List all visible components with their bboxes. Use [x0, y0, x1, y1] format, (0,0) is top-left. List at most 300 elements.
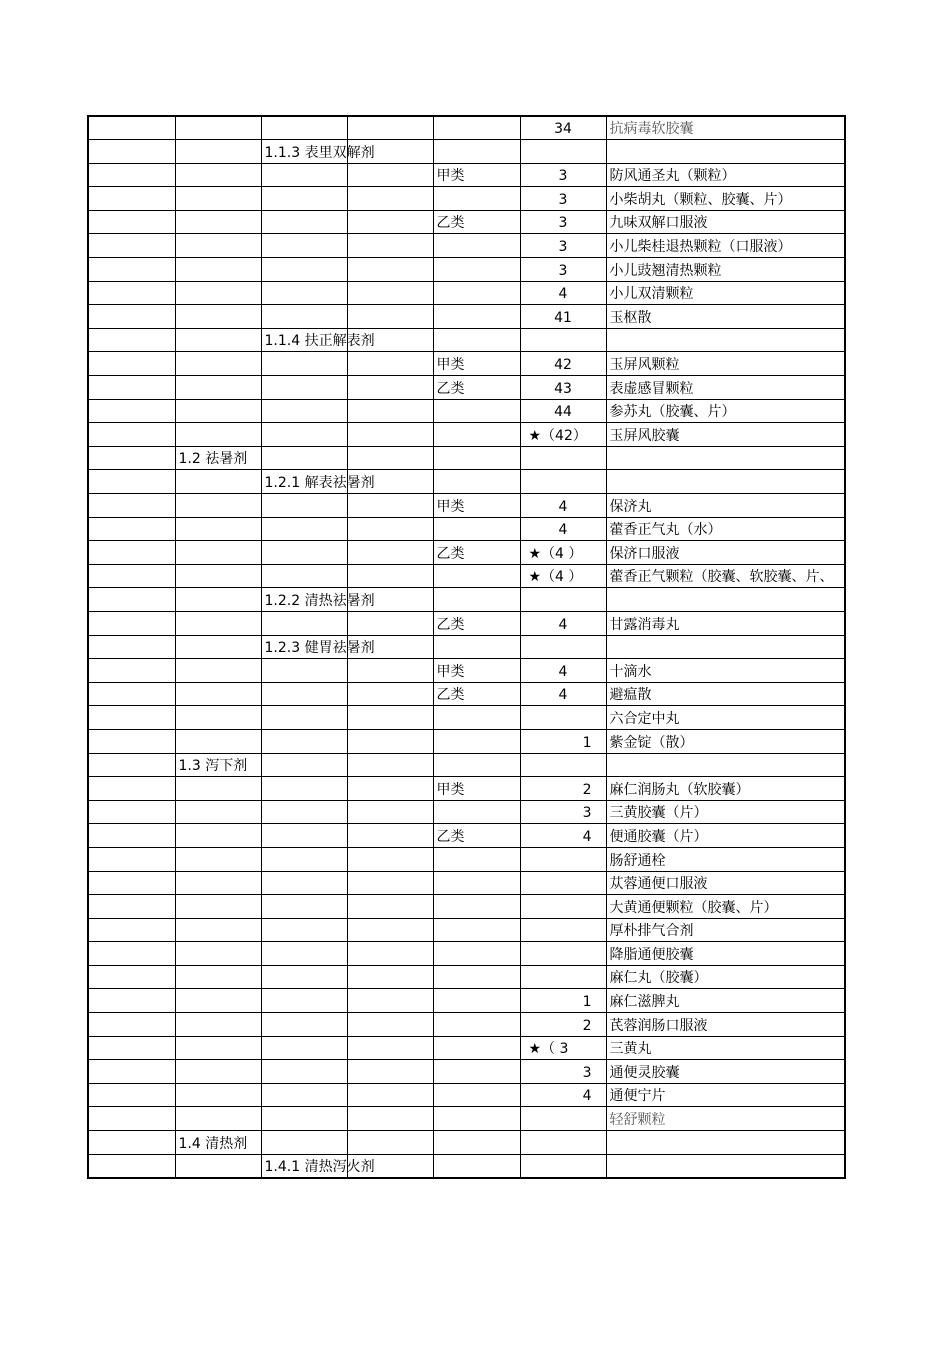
cell-drug-name[interactable] — [606, 918, 845, 942]
cell-category[interactable] — [433, 635, 520, 659]
cell-category[interactable] — [433, 163, 520, 187]
cell-drug-name[interactable] — [606, 210, 845, 234]
cell-number[interactable] — [520, 281, 606, 305]
cell-category[interactable] — [433, 517, 520, 541]
cell-level1[interactable] — [175, 682, 261, 706]
cell-level2[interactable] — [261, 376, 347, 400]
cell-drug-name[interactable] — [606, 635, 845, 659]
cell-level2[interactable] — [261, 918, 347, 942]
cell-drug-name[interactable] — [606, 729, 845, 753]
cell-category[interactable] — [433, 352, 520, 376]
cell-level3[interactable] — [347, 729, 433, 753]
cell-level1[interactable] — [175, 541, 261, 565]
cell-number[interactable] — [520, 965, 606, 989]
cell-number[interactable] — [520, 871, 606, 895]
cell-level1[interactable] — [175, 800, 261, 824]
cell-blank[interactable] — [88, 611, 175, 635]
cell-blank[interactable] — [88, 659, 175, 683]
cell-level1[interactable] — [175, 918, 261, 942]
cell-drug-name[interactable] — [606, 1036, 845, 1060]
cell-level2[interactable] — [261, 163, 347, 187]
cell-number[interactable] — [520, 470, 606, 494]
cell-category[interactable] — [433, 1131, 520, 1155]
cell-number[interactable] — [520, 494, 606, 518]
cell-level3[interactable] — [347, 352, 433, 376]
cell-drug-name[interactable] — [606, 965, 845, 989]
cell-category[interactable] — [433, 494, 520, 518]
cell-drug-name[interactable] — [606, 470, 845, 494]
cell-level3[interactable] — [347, 682, 433, 706]
cell-level2[interactable] — [261, 470, 375, 494]
cell-level3[interactable] — [347, 895, 433, 919]
cell-category[interactable] — [433, 305, 520, 329]
cell-level2[interactable] — [261, 777, 347, 801]
cell-level1[interactable] — [175, 116, 261, 140]
cell-category[interactable] — [433, 682, 520, 706]
cell-drug-name[interactable] — [606, 187, 845, 211]
cell-drug-name[interactable] — [606, 234, 845, 258]
cell-blank[interactable] — [88, 305, 175, 329]
cell-category[interactable] — [433, 541, 520, 565]
cell-category[interactable] — [433, 800, 520, 824]
cell-level2[interactable] — [261, 682, 347, 706]
cell-category[interactable] — [433, 895, 520, 919]
cell-level3[interactable] — [347, 281, 433, 305]
cell-category[interactable] — [433, 1060, 520, 1084]
cell-level1[interactable] — [175, 470, 261, 494]
cell-level2[interactable] — [261, 847, 347, 871]
cell-drug-name[interactable] — [606, 753, 845, 777]
cell-level3[interactable] — [347, 305, 433, 329]
cell-category[interactable] — [433, 258, 520, 282]
cell-category[interactable] — [433, 777, 520, 801]
cell-blank[interactable] — [88, 942, 175, 966]
cell-blank[interactable] — [88, 635, 175, 659]
cell-level2[interactable] — [261, 328, 375, 352]
cell-level2[interactable] — [261, 1154, 375, 1178]
cell-drug-name[interactable] — [606, 564, 845, 588]
cell-level1[interactable] — [175, 942, 261, 966]
cell-level3[interactable] — [347, 258, 433, 282]
cell-level3[interactable] — [347, 234, 433, 258]
cell-number[interactable] — [520, 1107, 606, 1131]
cell-level1[interactable] — [175, 328, 261, 352]
cell-drug-name[interactable] — [606, 895, 845, 919]
cell-number[interactable] — [520, 588, 606, 612]
cell-level3[interactable] — [347, 1036, 433, 1060]
cell-level3[interactable] — [347, 116, 433, 140]
cell-category[interactable] — [433, 918, 520, 942]
cell-level3[interactable] — [347, 423, 433, 447]
cell-category[interactable] — [433, 187, 520, 211]
cell-number[interactable] — [520, 1013, 606, 1037]
cell-level3[interactable] — [347, 800, 433, 824]
cell-level1[interactable] — [175, 1013, 261, 1037]
cell-drug-name[interactable] — [606, 1131, 845, 1155]
cell-level2[interactable] — [261, 871, 347, 895]
cell-level1[interactable] — [175, 234, 261, 258]
cell-level2[interactable] — [261, 1131, 347, 1155]
cell-number[interactable] — [520, 352, 606, 376]
cell-level2[interactable] — [261, 1013, 347, 1037]
cell-drug-name[interactable] — [606, 1083, 845, 1107]
cell-number[interactable] — [520, 210, 606, 234]
cell-level2[interactable] — [261, 588, 375, 612]
cell-number[interactable] — [520, 328, 606, 352]
cell-drug-name[interactable] — [606, 140, 845, 164]
cell-drug-name[interactable] — [606, 682, 845, 706]
cell-level1[interactable] — [175, 635, 261, 659]
cell-number[interactable] — [520, 635, 606, 659]
cell-category[interactable] — [433, 847, 520, 871]
cell-drug-name[interactable] — [606, 588, 845, 612]
cell-level1[interactable] — [175, 1107, 261, 1131]
cell-level3[interactable] — [347, 446, 433, 470]
cell-drug-name[interactable] — [606, 989, 845, 1013]
cell-blank[interactable] — [88, 564, 175, 588]
cell-drug-name[interactable] — [606, 847, 845, 871]
cell-level1[interactable] — [175, 399, 261, 423]
cell-category[interactable] — [433, 234, 520, 258]
cell-level2[interactable] — [261, 659, 347, 683]
cell-drug-name[interactable] — [606, 541, 845, 565]
cell-blank[interactable] — [88, 1013, 175, 1037]
cell-drug-name[interactable] — [606, 376, 845, 400]
cell-level3[interactable] — [347, 376, 433, 400]
cell-number[interactable] — [520, 989, 606, 1013]
cell-number[interactable] — [520, 682, 606, 706]
cell-number[interactable] — [520, 753, 606, 777]
cell-blank[interactable] — [88, 541, 175, 565]
cell-blank[interactable] — [88, 847, 175, 871]
cell-category[interactable] — [433, 659, 520, 683]
cell-level2[interactable] — [261, 140, 375, 164]
cell-category[interactable] — [433, 1154, 520, 1178]
cell-category[interactable] — [433, 376, 520, 400]
cell-level3[interactable] — [347, 1083, 433, 1107]
cell-number[interactable] — [520, 234, 606, 258]
cell-level1[interactable] — [175, 376, 261, 400]
cell-number[interactable] — [520, 942, 606, 966]
cell-level1[interactable] — [175, 210, 261, 234]
cell-level3[interactable] — [347, 1013, 433, 1037]
cell-category[interactable] — [433, 446, 520, 470]
cell-blank[interactable] — [88, 1060, 175, 1084]
cell-drug-name[interactable] — [606, 116, 845, 140]
cell-blank[interactable] — [88, 1154, 175, 1178]
cell-level2[interactable] — [261, 965, 347, 989]
cell-level3[interactable] — [347, 1131, 433, 1155]
cell-level2[interactable] — [261, 989, 347, 1013]
cell-category[interactable] — [433, 1036, 520, 1060]
cell-number[interactable] — [520, 918, 606, 942]
cell-drug-name[interactable] — [606, 1154, 845, 1178]
cell-level3[interactable] — [347, 210, 433, 234]
cell-level1[interactable] — [175, 140, 261, 164]
cell-blank[interactable] — [88, 210, 175, 234]
cell-drug-name[interactable] — [606, 1107, 845, 1131]
cell-level2[interactable] — [261, 234, 347, 258]
cell-number[interactable] — [520, 541, 606, 565]
cell-level3[interactable] — [347, 517, 433, 541]
cell-category[interactable] — [433, 1107, 520, 1131]
cell-level1[interactable] — [175, 187, 261, 211]
cell-drug-name[interactable] — [606, 1013, 845, 1037]
cell-number[interactable] — [520, 446, 606, 470]
cell-number[interactable] — [520, 800, 606, 824]
cell-level3[interactable] — [347, 163, 433, 187]
cell-number[interactable] — [520, 1154, 606, 1178]
cell-level3[interactable] — [347, 541, 433, 565]
cell-level2[interactable] — [261, 541, 347, 565]
cell-level2[interactable] — [261, 423, 347, 447]
cell-number[interactable] — [520, 777, 606, 801]
cell-number[interactable] — [520, 729, 606, 753]
cell-level1[interactable] — [175, 305, 261, 329]
cell-level2[interactable] — [261, 564, 347, 588]
cell-level1[interactable] — [175, 1036, 261, 1060]
cell-blank[interactable] — [88, 234, 175, 258]
cell-level1[interactable] — [175, 871, 261, 895]
cell-level1[interactable] — [175, 1131, 261, 1155]
cell-level3[interactable] — [347, 187, 433, 211]
cell-level3[interactable] — [347, 942, 433, 966]
cell-blank[interactable] — [88, 1107, 175, 1131]
cell-blank[interactable] — [88, 706, 175, 730]
cell-drug-name[interactable] — [606, 706, 845, 730]
cell-level3[interactable] — [347, 399, 433, 423]
cell-level2[interactable] — [261, 706, 347, 730]
cell-number[interactable] — [520, 305, 606, 329]
cell-category[interactable] — [433, 871, 520, 895]
cell-level2[interactable] — [261, 258, 347, 282]
cell-level1[interactable] — [175, 847, 261, 871]
cell-category[interactable] — [433, 611, 520, 635]
cell-blank[interactable] — [88, 895, 175, 919]
cell-level2[interactable] — [261, 1083, 347, 1107]
cell-category[interactable] — [433, 824, 520, 848]
cell-level3[interactable] — [347, 1107, 433, 1131]
cell-category[interactable] — [433, 965, 520, 989]
cell-number[interactable] — [520, 1083, 606, 1107]
cell-level1[interactable] — [175, 965, 261, 989]
cell-level2[interactable] — [261, 800, 347, 824]
cell-category[interactable] — [433, 989, 520, 1013]
cell-blank[interactable] — [88, 258, 175, 282]
cell-category[interactable] — [433, 729, 520, 753]
cell-drug-name[interactable] — [606, 163, 845, 187]
cell-blank[interactable] — [88, 800, 175, 824]
cell-blank[interactable] — [88, 871, 175, 895]
cell-category[interactable] — [433, 399, 520, 423]
cell-drug-name[interactable] — [606, 258, 845, 282]
cell-level1[interactable] — [175, 517, 261, 541]
cell-level2[interactable] — [261, 494, 347, 518]
cell-drug-name[interactable] — [606, 942, 845, 966]
cell-level3[interactable] — [347, 965, 433, 989]
cell-category[interactable] — [433, 328, 520, 352]
cell-category[interactable] — [433, 942, 520, 966]
cell-drug-name[interactable] — [606, 423, 845, 447]
cell-number[interactable] — [520, 847, 606, 871]
cell-level1[interactable] — [175, 564, 261, 588]
cell-category[interactable] — [433, 140, 520, 164]
cell-category[interactable] — [433, 1083, 520, 1107]
cell-level1[interactable] — [175, 659, 261, 683]
cell-drug-name[interactable] — [606, 399, 845, 423]
cell-blank[interactable] — [88, 470, 175, 494]
cell-level2[interactable] — [261, 116, 347, 140]
cell-level1[interactable] — [175, 494, 261, 518]
cell-category[interactable] — [433, 116, 520, 140]
cell-drug-name[interactable] — [606, 1060, 845, 1084]
cell-blank[interactable] — [88, 281, 175, 305]
cell-level1[interactable] — [175, 777, 261, 801]
cell-level3[interactable] — [347, 989, 433, 1013]
cell-level1[interactable] — [175, 1060, 261, 1084]
cell-level2[interactable] — [261, 753, 347, 777]
cell-number[interactable] — [520, 116, 606, 140]
cell-blank[interactable] — [88, 352, 175, 376]
cell-level2[interactable] — [261, 210, 347, 234]
cell-number[interactable] — [520, 564, 606, 588]
cell-level2[interactable] — [261, 352, 347, 376]
cell-level1[interactable] — [175, 729, 261, 753]
cell-level2[interactable] — [261, 446, 347, 470]
cell-blank[interactable] — [88, 446, 175, 470]
cell-level3[interactable] — [347, 706, 433, 730]
cell-level3[interactable] — [347, 494, 433, 518]
cell-level1[interactable] — [175, 423, 261, 447]
cell-blank[interactable] — [88, 517, 175, 541]
cell-drug-name[interactable] — [606, 352, 845, 376]
cell-category[interactable] — [433, 281, 520, 305]
cell-number[interactable] — [520, 1060, 606, 1084]
cell-drug-name[interactable] — [606, 800, 845, 824]
cell-drug-name[interactable] — [606, 328, 845, 352]
cell-blank[interactable] — [88, 140, 175, 164]
cell-level2[interactable] — [261, 635, 375, 659]
cell-level1[interactable] — [175, 258, 261, 282]
cell-category[interactable] — [433, 706, 520, 730]
cell-level2[interactable] — [261, 1036, 347, 1060]
cell-blank[interactable] — [88, 1131, 175, 1155]
cell-level1[interactable] — [175, 706, 261, 730]
cell-drug-name[interactable] — [606, 824, 845, 848]
cell-level2[interactable] — [261, 517, 347, 541]
cell-drug-name[interactable] — [606, 517, 845, 541]
cell-blank[interactable] — [88, 965, 175, 989]
cell-number[interactable] — [520, 611, 606, 635]
cell-level2[interactable] — [261, 942, 347, 966]
cell-drug-name[interactable] — [606, 446, 845, 470]
cell-level3[interactable] — [347, 847, 433, 871]
cell-drug-name[interactable] — [606, 777, 845, 801]
cell-number[interactable] — [520, 895, 606, 919]
cell-number[interactable] — [520, 187, 606, 211]
cell-number[interactable] — [520, 1131, 606, 1155]
cell-level1[interactable] — [175, 352, 261, 376]
cell-level3[interactable] — [347, 1060, 433, 1084]
cell-level2[interactable] — [261, 824, 347, 848]
cell-level1[interactable] — [175, 588, 261, 612]
cell-level1[interactable] — [175, 895, 261, 919]
cell-blank[interactable] — [88, 423, 175, 447]
cell-blank[interactable] — [88, 1083, 175, 1107]
cell-level1[interactable] — [175, 281, 261, 305]
cell-level1[interactable] — [175, 446, 261, 470]
cell-blank[interactable] — [88, 682, 175, 706]
cell-level3[interactable] — [347, 753, 433, 777]
cell-blank[interactable] — [88, 729, 175, 753]
cell-category[interactable] — [433, 470, 520, 494]
cell-blank[interactable] — [88, 163, 175, 187]
cell-blank[interactable] — [88, 116, 175, 140]
cell-category[interactable] — [433, 564, 520, 588]
cell-level3[interactable] — [347, 777, 433, 801]
cell-level2[interactable] — [261, 1060, 347, 1084]
cell-level2[interactable] — [261, 611, 347, 635]
cell-category[interactable] — [433, 753, 520, 777]
cell-level3[interactable] — [347, 871, 433, 895]
cell-level2[interactable] — [261, 305, 347, 329]
cell-level3[interactable] — [347, 659, 433, 683]
cell-category[interactable] — [433, 210, 520, 234]
cell-blank[interactable] — [88, 399, 175, 423]
cell-category[interactable] — [433, 423, 520, 447]
cell-level1[interactable] — [175, 824, 261, 848]
cell-drug-name[interactable] — [606, 281, 845, 305]
cell-blank[interactable] — [88, 777, 175, 801]
cell-level3[interactable] — [347, 824, 433, 848]
cell-number[interactable] — [520, 258, 606, 282]
cell-blank[interactable] — [88, 989, 175, 1013]
cell-drug-name[interactable] — [606, 494, 845, 518]
cell-drug-name[interactable] — [606, 305, 845, 329]
cell-blank[interactable] — [88, 588, 175, 612]
cell-level2[interactable] — [261, 281, 347, 305]
cell-drug-name[interactable] — [606, 871, 845, 895]
cell-category[interactable] — [433, 1013, 520, 1037]
cell-blank[interactable] — [88, 328, 175, 352]
cell-number[interactable] — [520, 824, 606, 848]
cell-blank[interactable] — [88, 1036, 175, 1060]
cell-number[interactable] — [520, 706, 606, 730]
cell-number[interactable] — [520, 376, 606, 400]
cell-level1[interactable] — [175, 753, 261, 777]
cell-number[interactable] — [520, 163, 606, 187]
cell-level3[interactable] — [347, 611, 433, 635]
cell-level3[interactable] — [347, 564, 433, 588]
cell-blank[interactable] — [88, 494, 175, 518]
cell-level1[interactable] — [175, 611, 261, 635]
cell-level2[interactable] — [261, 187, 347, 211]
cell-level1[interactable] — [175, 1154, 261, 1178]
cell-number[interactable] — [520, 140, 606, 164]
cell-level2[interactable] — [261, 895, 347, 919]
cell-level1[interactable] — [175, 1083, 261, 1107]
cell-number[interactable] — [520, 399, 606, 423]
cell-blank[interactable] — [88, 824, 175, 848]
cell-level3[interactable] — [347, 918, 433, 942]
cell-category[interactable] — [433, 588, 520, 612]
cell-blank[interactable] — [88, 187, 175, 211]
cell-blank[interactable] — [88, 918, 175, 942]
cell-number[interactable] — [520, 517, 606, 541]
cell-number[interactable] — [520, 1036, 606, 1060]
cell-number[interactable] — [520, 659, 606, 683]
cell-number[interactable] — [520, 423, 606, 447]
